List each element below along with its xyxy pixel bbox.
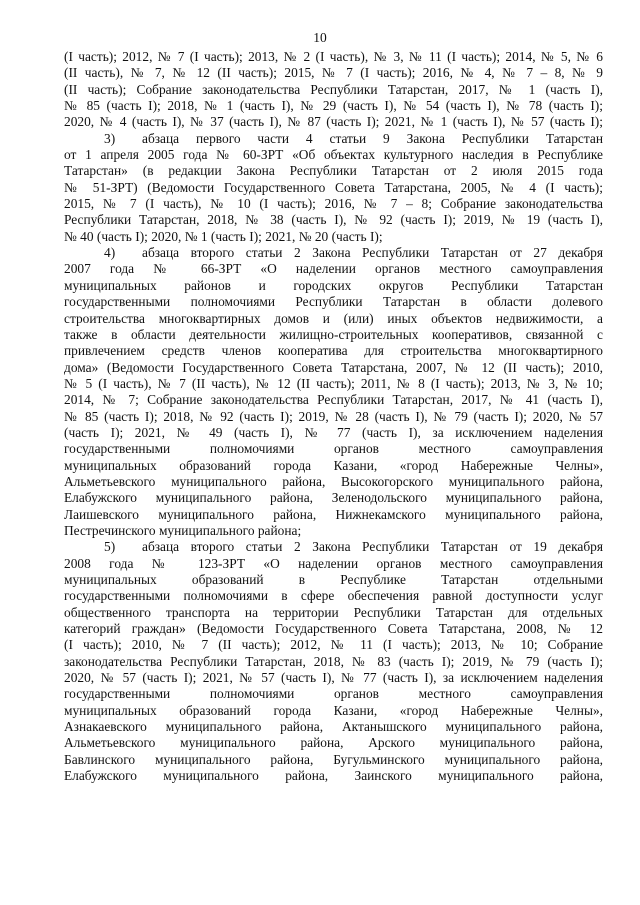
line-text: № 40 (часть I); 2020, № 1 (часть I); 2021, № 20 (часть I); <box>64 228 383 244</box>
text-line <box>64 327 603 343</box>
line-text: Альметьевского муниципального района, Высокогорского муниципального района, <box>64 473 603 489</box>
text-line <box>64 229 603 245</box>
line-text: муниципальных образований города Казани, «город Набережные Челны», <box>64 702 603 718</box>
text-line <box>64 261 603 277</box>
text-line <box>64 114 603 130</box>
page-number: 10 <box>313 30 327 45</box>
text-line <box>64 278 603 294</box>
text-line <box>64 409 603 425</box>
line-text: от 1 апреля 2005 года № 60-ЗРТ «Об объектах культурного наследия в Республике <box>64 147 603 163</box>
line-text: № 85 (часть I); 2018, № 92 (часть I); 2019, № 28 (часть I), № 79 (часть I); 2020, № 57 <box>64 408 603 424</box>
line-text: (I часть); 2010, № 7 (II часть); 2012, № 11 (I часть); 2013, № 10; Собрание <box>64 637 603 653</box>
line-text: Бавлинского муниципального района, Бугульминского муниципального района, <box>64 751 603 767</box>
line-text: категорий граждан» (Ведомости Государственного Совета Татарстана, 2008, № 12 <box>64 621 603 637</box>
text-line <box>64 65 603 81</box>
line-text: Альметьевского муниципального района, Арского муниципального района, <box>64 735 603 751</box>
text-line <box>64 637 603 653</box>
list-item-number: 4) <box>104 245 116 261</box>
text-line <box>64 490 603 506</box>
line-text: (II часть), № 7, № 12 (II часть); 2015, № 7 (I часть); 2016, № 4, № 7 – 8, № 9 <box>64 65 603 81</box>
line-text: муниципальных образований в Республике Татарстан отдельными <box>64 572 603 587</box>
text-line <box>64 507 603 523</box>
line-text: привлечением средств членов кооператива для строительства многоквартирного <box>64 343 603 359</box>
text-line <box>64 719 603 735</box>
text-line <box>64 180 603 196</box>
line-text: муниципальных образований города Казани, «город Набережные Челны», <box>64 457 603 473</box>
list-item-number: 5) <box>104 539 116 555</box>
line-text: Республики Татарстан, 2018, № 38 (часть I), № 92 (часть I); 2019, № 19 (часть I), <box>64 212 603 228</box>
line-text: Лаишевского муниципального района, Нижнекамского муниципального района, <box>64 506 603 522</box>
text-line <box>64 605 603 621</box>
text-line <box>64 588 603 604</box>
line-text: абзаца второго статьи 2 Закона Республики Татарстан от 19 декабря <box>142 539 603 555</box>
text-line <box>64 556 603 572</box>
text-line <box>64 49 603 65</box>
text-line <box>64 768 603 784</box>
text-line <box>64 343 603 359</box>
line-text: Елабужского муниципального района, Заинского муниципального района, <box>64 768 603 784</box>
line-text: Пестречинского муниципального района; <box>64 522 302 538</box>
line-text: (часть I); 2021, № 49 (часть I), № 77 (часть I), за исключением наделения <box>64 424 603 440</box>
text-line <box>64 82 603 98</box>
list-item-number: 3) <box>104 130 116 146</box>
line-text: дома» (Ведомости Государственного Совета Татарстана, 2007, № 12 (II часть); 2010, <box>64 359 603 375</box>
line-text: Азнакаевского муниципального района, Актанышского муниципального района, <box>64 719 603 735</box>
text-line <box>64 458 603 474</box>
line-text: (II часть); Собрание законодательства Республики Татарстан, 2017, № 1 (часть I), <box>64 81 603 97</box>
line-text: государственными полномочиями Республики Татарстан в области долевого <box>64 294 603 310</box>
line-text: общественного транспорта на территории Республики Татарстан для отдельных <box>64 604 603 620</box>
line-text: № 85 (часть I); 2018, № 1 (часть I), № 29 (часть I), № 54 (часть I), № 78 (часть I); <box>64 98 603 114</box>
line-text: государственными полномочиями органов местного самоуправления <box>64 686 603 702</box>
text-line <box>64 311 603 327</box>
line-text: № 5 (I часть), № 7 (II часть), № 12 (II часть); 2011, № 8 (I часть); 2013, № 3, № 10; <box>64 375 603 391</box>
text-line <box>64 539 603 555</box>
line-text: № 51-ЗРТ) (Ведомости Государственного Совета Татарстана, 2005, № 4 (I часть); <box>64 179 603 195</box>
text-line <box>64 441 603 457</box>
text-line <box>64 670 603 686</box>
text-line <box>64 98 603 114</box>
text-line <box>64 147 603 163</box>
line-text: Татарстан» (в редакции Закона Республики Татарстан от 2 июля 2015 года <box>64 163 603 179</box>
document-body <box>64 49 603 784</box>
text-line <box>64 425 603 441</box>
line-text: 2015, № 7 (I часть), № 10 (I часть); 2016, № 7 – 8; Собрание законодательства <box>64 196 603 212</box>
text-line <box>64 294 603 310</box>
line-text: абзаца первого части 4 статьи 9 Закона Республики Татарстан <box>142 130 603 146</box>
line-text: Елабужского муниципального района, Зеленодольского муниципального района, <box>64 490 603 506</box>
line-text: муниципальных районов и городских округов Республики Татарстан <box>64 277 603 293</box>
text-line <box>64 392 603 408</box>
text-line <box>64 572 603 588</box>
line-text: 2020, № 57 (часть I); 2021, № 57 (часть I), № 77 (часть I), за исключением наделения <box>64 670 603 686</box>
line-text: законодательства Республики Татарстан, 2018, № 83 (часть I); 2019, № 79 (часть I); <box>64 653 603 669</box>
line-text: государственными полномочиями органов местного самоуправления <box>64 441 603 457</box>
line-text: 2014, № 7; Собрание законодательства Республики Татарстан, 2017, № 41 (часть I), <box>64 392 603 408</box>
text-line <box>64 131 603 147</box>
line-text: 2008 года № 123-ЗРТ «О наделении органов местного самоуправления <box>64 555 603 571</box>
text-line <box>64 752 603 768</box>
text-line <box>64 163 603 179</box>
text-line <box>64 621 603 637</box>
line-text: (I часть); 2012, № 7 (I часть); 2013, № 2 (I часть), № 3, № 11 (I часть); 2014, № 5, № 6 <box>64 49 603 64</box>
text-line <box>64 474 603 490</box>
text-line <box>64 654 603 670</box>
line-text: 2007 года № 66-ЗРТ «О наделении органов местного самоуправления <box>64 261 603 277</box>
line-text: 2020, № 4 (часть I), № 37 (часть I), № 87 (часть I); 2021, № 1 (часть I), № 57 (часть I); <box>64 114 603 130</box>
text-line <box>64 196 603 212</box>
text-line <box>64 245 603 261</box>
text-line <box>64 686 603 702</box>
line-text: также в области деятельности жилищно-строительных кооперативов, связанной с <box>64 326 603 342</box>
line-text: строительства многоквартирных домов и (или) иных объектов недвижимости, а <box>64 310 603 326</box>
line-text: абзаца второго статьи 2 Закона Республики Татарстан от 27 декабря <box>142 245 603 261</box>
text-line <box>64 735 603 751</box>
text-line <box>64 523 603 539</box>
text-line <box>64 360 603 376</box>
text-line <box>64 703 603 719</box>
text-line <box>64 212 603 228</box>
text-line <box>64 376 603 392</box>
line-text: государственными полномочиями в сфере обеспечения равной доступности услуг <box>64 588 603 604</box>
